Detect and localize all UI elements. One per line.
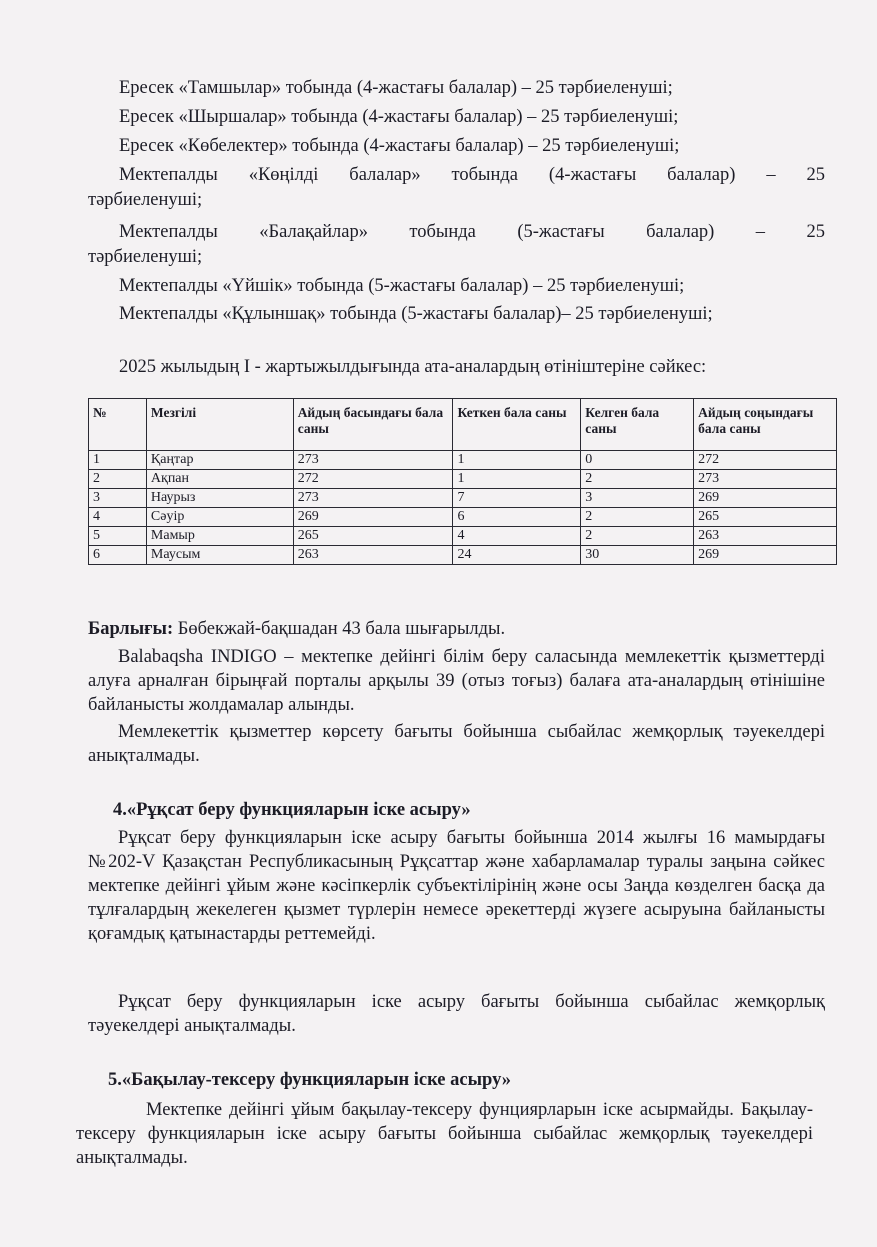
table-cell: 273 [293, 451, 453, 470]
group-line: Ересек «Тамшылар» тобында (4-жастағы балалар) – 25 тәрбиеленуші; [119, 78, 673, 98]
table-cell: 1 [89, 451, 147, 470]
intro-text: 2025 жылыдың І - жартыжылдығында ата-аналардың өтініштеріне сәйкес: [119, 357, 707, 377]
table-cell: 5 [89, 527, 147, 546]
section-heading-5: 5.«Бақылау-тексеру функцияларын іске асыру» [108, 1070, 512, 1090]
table-cell: 24 [453, 546, 581, 565]
table-cell: 7 [453, 489, 581, 508]
table-header-cell: Кеткен бала саны [453, 399, 581, 451]
group-line: тәрбиеленуші; [88, 190, 203, 210]
table-cell: 4 [453, 527, 581, 546]
table-header-cell: Келген бала саны [581, 399, 694, 451]
table-cell: 2 [89, 470, 147, 489]
group-line: Мектепалды «Құлыншақ» тобында (5-жастағы балалар)– 25 тәрбиеленуші; [119, 304, 713, 324]
table-header-cell: Айдың басындағы бала саны [293, 399, 453, 451]
table-cell: 2 [581, 470, 694, 489]
group-line: Ересек «Көбелектер» тобында (4-жастағы балалар) – 25 тәрбиеленуші; [119, 136, 680, 156]
paragraph-state-services: Мемлекеттік қызметтер көрсету бағыты бойынша сыбайлас жемқорлық тәуекелдері анықталмады. [88, 722, 825, 766]
table-row [89, 489, 837, 508]
table-cell: Сәуір [146, 508, 293, 527]
paragraph-permits-risk: Рұқсат беру функцияларын іске асыру бағыты бойынша сыбайлас жемқорлық тәуекелдері анықталмады. [88, 992, 825, 1036]
table-header-cell: Айдың соңындағы бала саны [694, 399, 837, 451]
table-cell: 265 [694, 508, 837, 527]
table-row [89, 508, 837, 527]
table-cell: 2 [581, 527, 694, 546]
table-cell: 4 [89, 508, 147, 527]
table-cell: 265 [293, 527, 453, 546]
table-cell: 269 [293, 508, 453, 527]
table-cell: 272 [694, 451, 837, 470]
group-line: Мектепалды «Балақайлар» тобында (5-жастағы балалар) – 25 [119, 222, 825, 242]
table-cell: 1 [453, 451, 581, 470]
table-cell: 263 [694, 527, 837, 546]
total-label: Барлығы: [88, 619, 174, 639]
group-line: тәрбиеленуші; [88, 247, 203, 267]
table-header-cell: № [89, 399, 147, 451]
table-cell: 269 [694, 546, 837, 565]
table-cell: 273 [694, 470, 837, 489]
table-cell: 1 [453, 470, 581, 489]
table-cell: Ақпан [146, 470, 293, 489]
table-row [89, 546, 837, 565]
table-cell: 3 [581, 489, 694, 508]
section-heading-4: 4.«Рұқсат беру функцияларын іске асыру» [113, 800, 471, 820]
table-row [89, 470, 837, 489]
table-cell: 2 [581, 508, 694, 527]
table-cell: 6 [89, 546, 147, 565]
paragraph-inspection: Мектепке дейінгі ұйым бақылау-тексеру фунциярларын іске асырмайды. Бақылау-тексеру функцияларын іске асыру бағыты бойынша сыбайлас жемқорлық тәуекелдері анықталмады. [76, 1100, 813, 1168]
table-cell: Маусым [146, 546, 293, 565]
table-cell: 269 [694, 489, 837, 508]
table-cell: Наурыз [146, 489, 293, 508]
table-cell: 3 [89, 489, 147, 508]
table-cell: 0 [581, 451, 694, 470]
table-row [89, 527, 837, 546]
table-cell: 273 [293, 489, 453, 508]
table-cell: 263 [293, 546, 453, 565]
table-cell: Мамыр [146, 527, 293, 546]
paragraph-indigo: Balabaqsha INDIGO – мектепке дейінгі білім беру саласында мемлекеттік қызметтерді алуға арналған бірыңғай порталы арқылы 39 (отыз тоғыз) балаға ата-аналардың өтінішіне байланысты жолдамалар алынды. [88, 647, 825, 715]
group-line: Ересек «Шыршалар» тобында (4-жастағы балалар) – 25 тәрбиеленуші; [119, 107, 679, 127]
table-row [89, 451, 837, 470]
table-cell: 6 [453, 508, 581, 527]
paragraph-permits: Рұқсат беру функцияларын іске асыру бағыты бойынша 2014 жылғы 16 мамырдағы №202-V Қазақстан Республикасының Рұқсаттар және хабарламалар туралы заңына сәйкес мектепке дейінгі ұйым және кәсіпкерлік субъектілірінің және осы Заңда көзделген басқа да тұлғалардың жекелеген қызмет түрлерін немесе әрекеттерді жүзеге асыруына байланысты қоғамдық қатынастарды реттемейді. [88, 828, 825, 944]
table-cell: Қаңтар [146, 451, 293, 470]
table-header-cell: Мезгілі [146, 399, 293, 451]
table-cell: 30 [581, 546, 694, 565]
table-header-row [89, 399, 837, 451]
group-line: Мектепалды «Көңілді балалар» тобында (4-жастағы балалар) – 25 [119, 165, 825, 185]
total-text: Бөбекжай-бақшадан 43 бала шығарылды. [173, 619, 506, 639]
table-cell: 272 [293, 470, 453, 489]
enrollment-table [88, 398, 837, 565]
total-line [88, 617, 505, 641]
group-line: Мектепалды «Үйшік» тобында (5-жастағы балалар) – 25 тәрбиеленуші; [119, 276, 685, 296]
